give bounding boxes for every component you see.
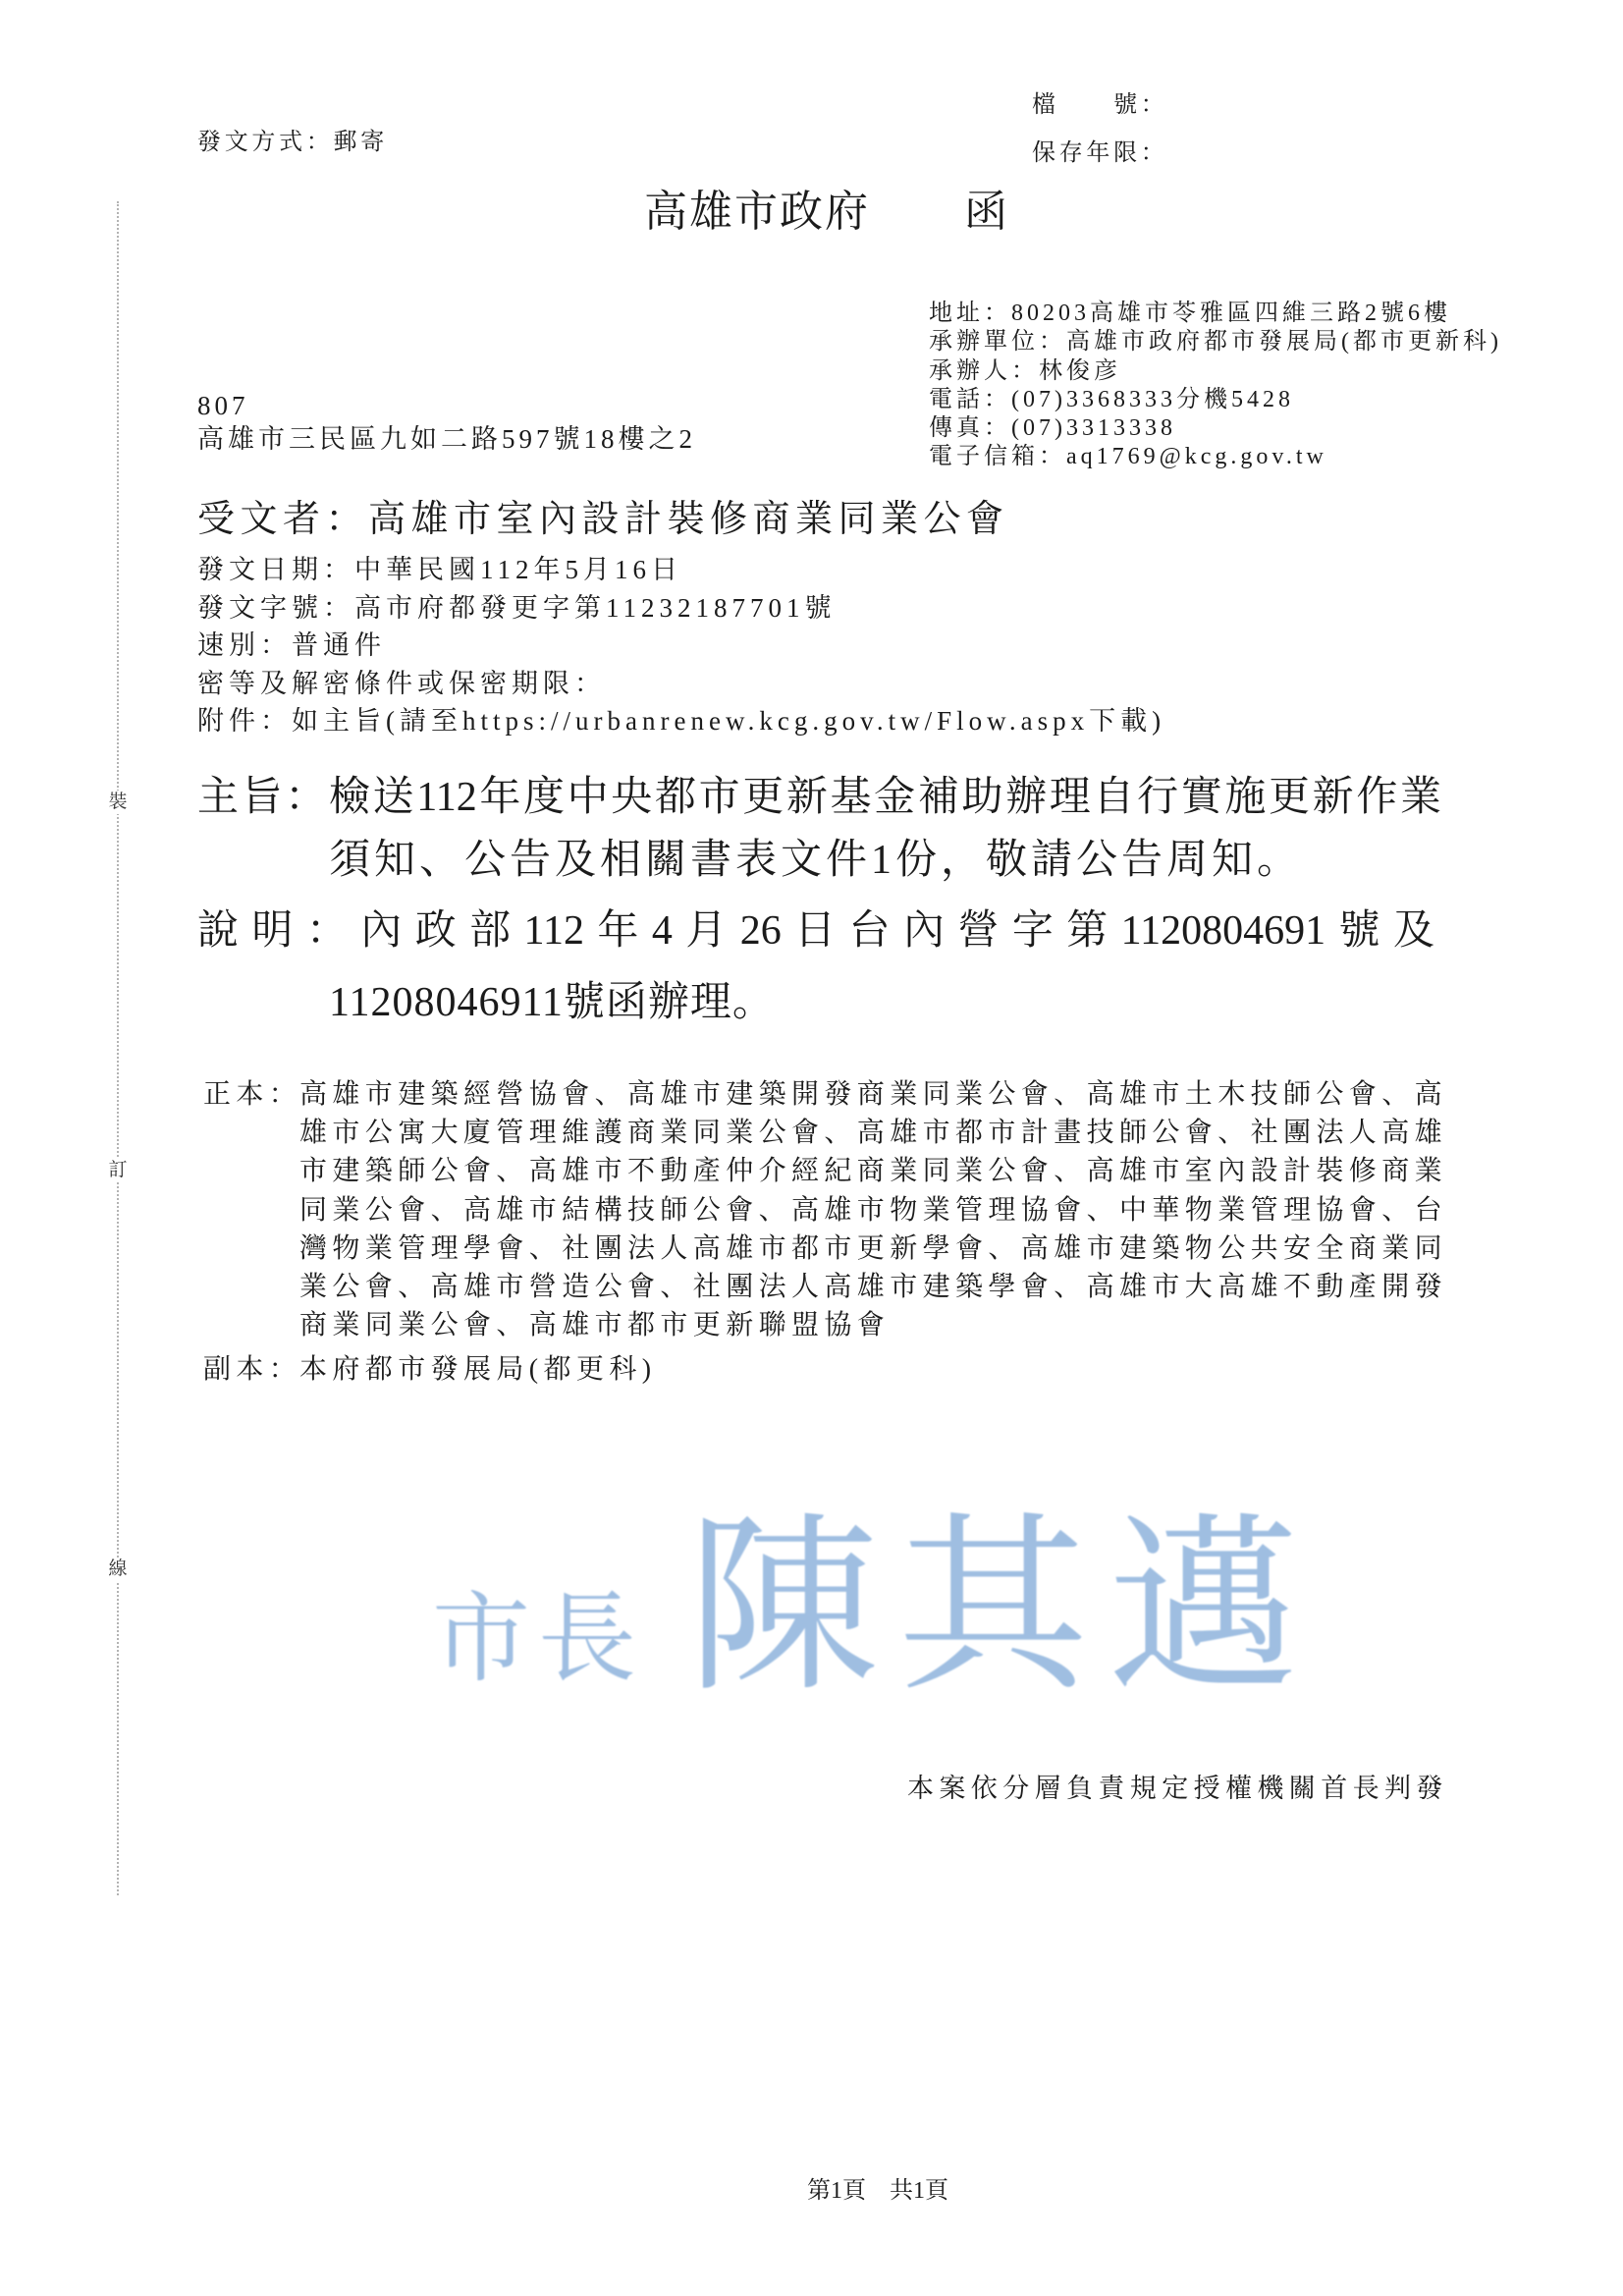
distribution-line: 同業公會、高雄市結構技師公會、高雄市物業管理協會、中華物業管理協會、台 — [299, 1194, 1448, 1226]
attachment — [197, 702, 1165, 740]
distribution-line: 高雄市建築經營協會、高雄市建築開發商業同業公會、高雄市土木技師公會、高 — [299, 1079, 1448, 1110]
reference-number-value: 高市府都發更字第11232187701號 — [354, 592, 837, 623]
attachment-label: 附件： — [197, 706, 292, 736]
sender-info — [929, 300, 1502, 472]
retention-period-label: 保存年限： — [1032, 140, 1168, 166]
issuing-organization: 高雄市政府 — [644, 188, 870, 236]
issue-date-label: 發文日期： — [197, 555, 354, 584]
mayor-stamp-name: 陳其邁 — [687, 1495, 1318, 1718]
distribution-label: 正本： — [203, 1079, 302, 1110]
distribution-line: 市建築師公會、高雄市不動產仲介經紀商業同業公會、高雄市室內設計裝修商業 — [299, 1156, 1448, 1187]
dispatch-method-label: 發文方式： — [197, 130, 334, 155]
document-title — [644, 188, 1009, 236]
fax: 傳真：(07)3313338 — [929, 415, 1176, 442]
distribution-list — [299, 1075, 1447, 1344]
issue-date — [197, 551, 1165, 589]
subject-label: 主旨： — [197, 775, 329, 820]
explanation-label: 說明： — [197, 908, 361, 954]
explanation-text-2: 11208046911號函辦理。 — [329, 980, 775, 1025]
subject-line-1 — [197, 777, 1441, 818]
dispatch-method-value: 郵寄 — [333, 130, 388, 155]
cc-text: 本府都市發展局(都更科) — [299, 1354, 657, 1385]
cc-label: 副本： — [203, 1354, 302, 1385]
secrecy-level — [197, 665, 1165, 703]
binding-mark-middle: 訂 — [106, 1159, 130, 1182]
handler: 承辦人：林俊彦 — [929, 357, 1121, 384]
recipient-postal-code: 807 — [197, 391, 249, 420]
subject-text-1: 檢送112年度中央都市更新基金補助辦理自行實施更新作業 — [328, 775, 1441, 820]
distribution-line: 業公會、高雄市營造公會、社團法人高雄市建築學會、高雄市大高雄不動產開發 — [299, 1272, 1448, 1303]
reference-number-label: 發文字號： — [197, 592, 354, 623]
page-current: 第1頁 — [807, 2178, 866, 2204]
distribution-line: 商業同業公會、高雄市都市更新聯盟協會 — [299, 1310, 891, 1341]
secrecy-level-label: 密等及解密條件或保密期限： — [197, 668, 606, 698]
document-meta — [197, 551, 1165, 740]
sender-address: 地址：80203高雄市苓雅區四維三路2號6樓 — [929, 301, 1451, 326]
phone: 電話：(07)3368333分機5428 — [929, 386, 1294, 412]
page-number — [807, 2179, 948, 2203]
issue-date-value: 中華民國112年5月16日 — [354, 555, 682, 584]
explanation-line-1 — [197, 910, 1434, 952]
mayor-stamp-title: 市長 — [432, 1581, 644, 1696]
distribution-line: 灣物業管理學會、社團法人高雄市都市更新學會、高雄市建築物公共安全商業同 — [299, 1232, 1448, 1264]
file-number-label: 檔 號： — [1032, 92, 1168, 118]
document-type: 函 — [964, 188, 1009, 236]
speed-class-value: 普通件 — [292, 630, 386, 660]
recipient-address: 高雄市三民區九如二路597號18樓之2 — [197, 424, 696, 454]
binding-dotted-line — [117, 201, 119, 1895]
explanation-text-1: 內政部112年4月26日台內營字第1120804691號及 — [360, 908, 1434, 954]
distribution-line: 雄市公寓大廈管理維護商業同業公會、高雄市都市計畫技師公會、社團法人高雄 — [299, 1118, 1448, 1149]
email: 電子信箱：aq1769@kcg.gov.tw — [929, 444, 1327, 470]
handling-unit: 承辦單位：高雄市政府都市發展局(都市更新科) — [929, 329, 1502, 355]
subject-text-2: 須知、公告及相關書表文件1份，敬請公告周知。 — [329, 838, 1303, 883]
authorization-note: 本案依分層負責規定授權機關首長判發 — [907, 1774, 1448, 1803]
recipient-label: 受文者： — [197, 499, 369, 540]
speed-class — [197, 627, 1165, 665]
page-total: 共1頁 — [890, 2178, 948, 2204]
binding-mark-top: 裝 — [106, 791, 130, 814]
dispatch-method — [197, 131, 388, 154]
reference-number — [197, 589, 1165, 628]
binding-mark-bottom: 線 — [106, 1558, 130, 1581]
recipient — [197, 501, 1009, 538]
recipient-name: 高雄市室內設計裝修商業同業公會 — [368, 499, 1009, 540]
speed-class-label: 速別： — [197, 630, 292, 660]
attachment-value: 如主旨(請至https://urbanrenew.kcg.gov.tw/Flow.aspx下載) — [292, 706, 1166, 736]
